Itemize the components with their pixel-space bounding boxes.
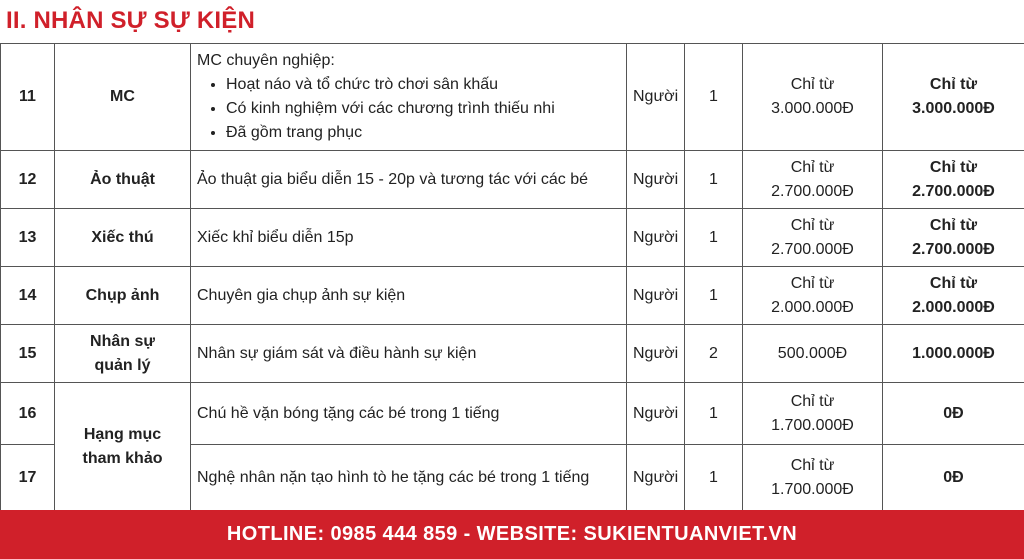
- total-cell: [883, 44, 1024, 151]
- quantity-cell: 2: [685, 325, 743, 383]
- section-header: [0, 0, 1024, 44]
- total-cell: 1.000.000Đ: [883, 325, 1024, 383]
- table-row: [1, 209, 1024, 267]
- item-name: MC: [55, 44, 191, 151]
- unit-cell: Người: [627, 44, 685, 151]
- item-name: [55, 383, 191, 511]
- item-name-line: tham khảo: [82, 449, 163, 467]
- table-row: [1, 151, 1024, 209]
- quantity-cell: 1: [685, 383, 743, 445]
- unit-price-cell: [743, 267, 883, 325]
- unit-cell: Người: [627, 325, 685, 383]
- description-line: MC chuyên nghiệp:: [197, 52, 335, 69]
- unit-price-cell: [743, 44, 883, 151]
- total-cell: 0Đ: [883, 383, 1024, 445]
- row-number: 17: [1, 445, 55, 511]
- contact-footer: [0, 510, 1024, 559]
- price-value: 3.000.000Đ: [771, 100, 854, 117]
- price-prefix: Chỉ từ: [790, 216, 835, 234]
- price-prefix: Chỉ từ: [790, 392, 835, 410]
- quantity-cell: 1: [685, 445, 743, 511]
- quantity-cell: 1: [685, 44, 743, 151]
- table-row: [1, 383, 1024, 445]
- total-prefix: Chỉ từ: [929, 216, 978, 234]
- unit-cell: Người: [627, 209, 685, 267]
- quantity-cell: 1: [685, 267, 743, 325]
- event-staff-table: [0, 43, 1024, 511]
- row-number: 11: [1, 44, 55, 151]
- bullet-item: • Hoạt náo và tổ chức trò chơi sân khấu: [226, 73, 620, 97]
- row-number: 16: [1, 383, 55, 445]
- price-value: 1.700.000Đ: [771, 416, 854, 434]
- unit-cell: Người: [627, 445, 685, 511]
- description-bullets: [197, 73, 620, 145]
- quantity-cell: 1: [685, 209, 743, 267]
- item-name-line: quản lý: [94, 356, 151, 374]
- item-name: Ảo thuật: [55, 151, 191, 209]
- price-value: 2.000.000Đ: [771, 298, 854, 316]
- price-value: 1.700.000Đ: [771, 480, 854, 498]
- row-number: 15: [1, 325, 55, 383]
- table-row: [1, 44, 1024, 151]
- item-description: Ảo thuật gia biểu diễn 15 - 20p và tương tác với các bé: [191, 151, 627, 209]
- price-value: 2.700.000Đ: [771, 240, 854, 258]
- total-cell: [883, 267, 1024, 325]
- item-name-line: Hạng mục: [83, 425, 162, 443]
- item-description: Chuyên gia chụp ảnh sự kiện: [191, 267, 627, 325]
- item-description: [191, 44, 627, 151]
- total-cell: [883, 209, 1024, 267]
- unit-cell: Người: [627, 383, 685, 445]
- price-prefix: Chỉ từ: [790, 76, 835, 93]
- item-name-line: Nhân sự: [90, 332, 155, 350]
- item-name: Xiếc thú: [55, 209, 191, 267]
- unit-price-cell: [743, 445, 883, 511]
- price-prefix: Chỉ từ: [790, 274, 835, 292]
- unit-price-cell: [743, 209, 883, 267]
- total-prefix: Chỉ từ: [929, 76, 978, 93]
- bullet-item: • Có kinh nghiệm với các chương trình thiếu nhi: [226, 97, 620, 121]
- table-row: [1, 325, 1024, 383]
- item-description: Nghệ nhân nặn tạo hình tò he tặng các bé trong 1 tiếng: [191, 445, 627, 511]
- row-number: 12: [1, 151, 55, 209]
- item-description: Chú hề vặn bóng tặng các bé trong 1 tiếng: [191, 383, 627, 445]
- hotline-website-text: HOTLINE: 0985 444 859 - WEBSITE: SUKIENTUANVIET.VN: [226, 523, 798, 545]
- total-cell: [883, 151, 1024, 209]
- total-value: 2.700.000Đ: [912, 182, 995, 200]
- total-cell: 0Đ: [883, 445, 1024, 511]
- total-value: 2.700.000Đ: [912, 240, 995, 258]
- price-value: 2.700.000Đ: [771, 182, 854, 200]
- bullet-item: • Đã gồm trang phục: [226, 121, 620, 145]
- unit-price-cell: 500.000Đ: [743, 325, 883, 383]
- section-title: II. NHÂN SỰ SỰ KIỆN: [6, 7, 255, 34]
- item-name: Chụp ảnh: [55, 267, 191, 325]
- price-prefix: Chỉ từ: [790, 456, 835, 474]
- total-value: 3.000.000Đ: [912, 100, 995, 117]
- item-description: Nhân sự giám sát và điều hành sự kiện: [191, 325, 627, 383]
- table-row: [1, 267, 1024, 325]
- price-prefix: Chỉ từ: [790, 158, 835, 176]
- total-value: 2.000.000Đ: [912, 298, 995, 316]
- row-number: 14: [1, 267, 55, 325]
- row-number: 13: [1, 209, 55, 267]
- unit-cell: Người: [627, 267, 685, 325]
- unit-price-cell: [743, 383, 883, 445]
- quantity-cell: 1: [685, 151, 743, 209]
- item-name: [55, 325, 191, 383]
- unit-cell: Người: [627, 151, 685, 209]
- item-description: Xiếc khỉ biểu diễn 15p: [191, 209, 627, 267]
- unit-price-cell: [743, 151, 883, 209]
- total-prefix: Chỉ từ: [929, 158, 978, 176]
- total-prefix: Chỉ từ: [929, 274, 978, 292]
